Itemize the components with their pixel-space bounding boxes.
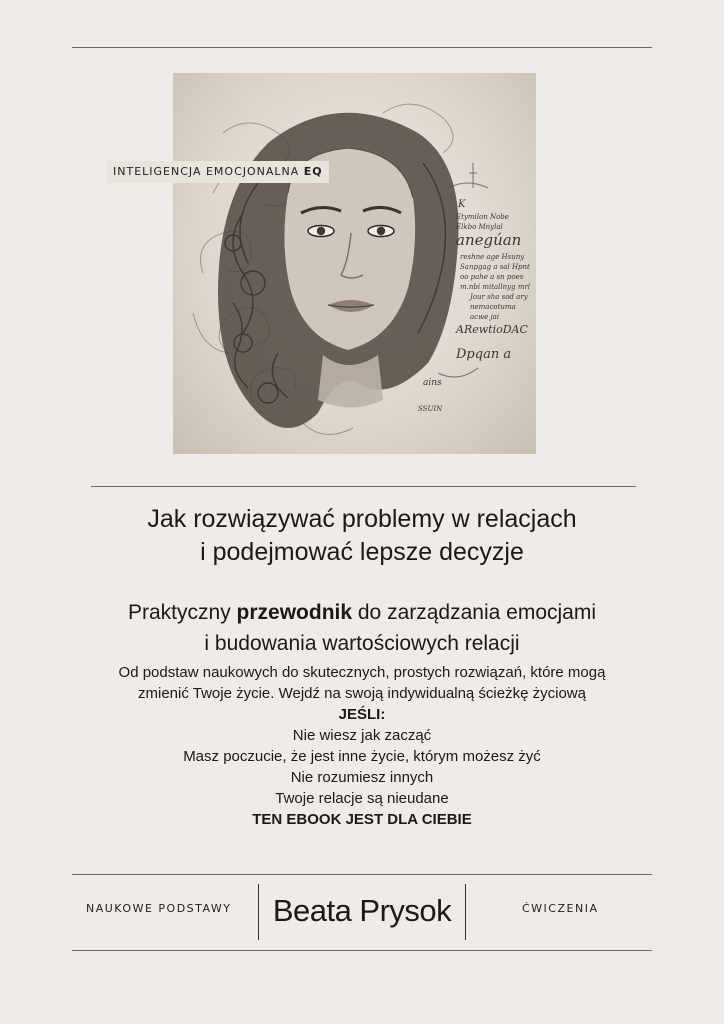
artwork-text: Dpqan a xyxy=(456,347,512,362)
footer-separator xyxy=(258,884,259,940)
series-label xyxy=(107,161,329,183)
description-line: Od podstaw naukowych do skutecznych, prostych rozwiązań, które mogą xyxy=(118,664,606,681)
artwork-text: SSUIN xyxy=(418,405,443,413)
headline-line: Jak rozwiązywać problemy w relacjach xyxy=(147,505,577,533)
subtitle-rest: do zarządzania emocjami xyxy=(352,601,596,624)
author-name: Beata Prysok xyxy=(272,893,452,928)
artwork-text: ARewtioDAC xyxy=(456,323,528,336)
footer-separator xyxy=(465,884,466,940)
artwork-text: Elkbo Mnylal xyxy=(456,223,503,231)
description-line: zmienić Twoje życie. Wejdź na swoją indywidualną ścieżkę życiową xyxy=(138,685,586,702)
artwork-text: m.nbi mitallnyg mrl xyxy=(460,283,531,291)
subtitle xyxy=(40,597,684,659)
artwork-text: acwe jai xyxy=(470,313,500,321)
condition-item: Masz poczucie, że jest inne życie, którym możesz żyć xyxy=(183,748,541,765)
condition-item: Nie wiesz jak zacząć xyxy=(292,727,432,744)
condition-item: Nie rozumiesz innych xyxy=(290,769,434,786)
cover-artwork xyxy=(173,73,536,454)
subtitle-emphasis: przewodnik xyxy=(236,601,353,624)
subtitle-prefix: Praktyczny xyxy=(128,601,237,624)
artwork-text: anegúan xyxy=(456,231,522,249)
if-label: JEŚLI: xyxy=(338,706,386,723)
artwork-text: Sanpgag a sal Hpnt xyxy=(460,263,530,271)
artwork-text: Etymilon Nobe xyxy=(456,213,509,221)
condition-item: Twoje relacje są nieudane xyxy=(275,790,449,807)
subtitle-line-1 xyxy=(40,597,684,628)
headline xyxy=(40,503,684,569)
artwork-text: K xyxy=(458,199,466,210)
artwork-text: ains xyxy=(423,378,442,388)
description xyxy=(40,662,684,830)
artwork-text: reshne age Hsuny xyxy=(460,253,525,261)
series-label-text: INTELIGENCJA EMOCJONALNA xyxy=(113,165,300,178)
middle-divider xyxy=(91,486,636,487)
top-divider xyxy=(72,47,652,48)
artwork-text: oo pahe a sn poes xyxy=(460,273,524,281)
subtitle-line-2: i budowania wartościowych relacji xyxy=(204,632,520,655)
artwork-text: nemacotuma xyxy=(470,303,516,311)
footer-label-right: ĆWICZENIA xyxy=(522,902,599,915)
artwork-text: Jour sha sod ary xyxy=(470,293,528,301)
footer-bottom-divider xyxy=(72,950,652,951)
call-to-action: TEN EBOOK JEST DLA CIEBIE xyxy=(252,811,472,828)
headline-line: i podejmować lepsze decyzje xyxy=(200,538,524,566)
footer-top-divider xyxy=(72,874,652,875)
footer-label-left: NAUKOWE PODSTAWY xyxy=(86,902,232,915)
series-label-emphasis: EQ xyxy=(303,165,323,178)
